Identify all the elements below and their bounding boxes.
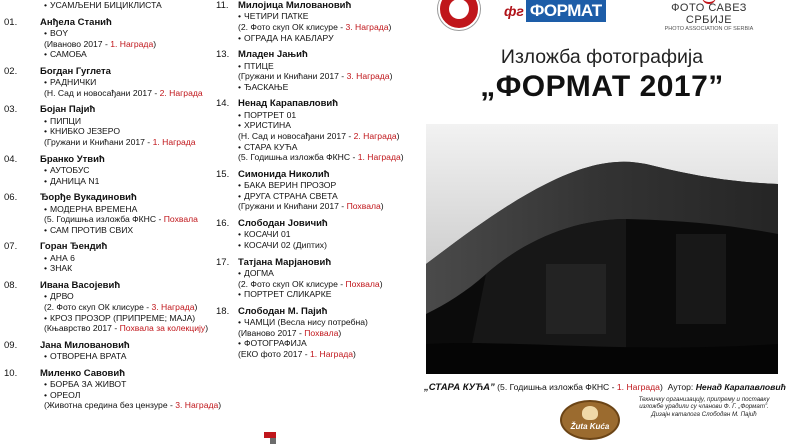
bullet-icon: •	[44, 77, 48, 88]
tree-icon	[582, 406, 598, 420]
artist-name: Горан Ђендић	[40, 241, 108, 253]
photo-title	[0, 165, 208, 176]
artist-entry	[0, 154, 208, 193]
bullet-icon: •	[44, 252, 48, 263]
award-note	[208, 152, 404, 163]
artist-header	[208, 257, 404, 268]
award-note-text: (Гружани и Книћани 2017 -	[44, 136, 153, 147]
award-note	[208, 279, 404, 290]
artist-number: 07.	[4, 241, 18, 253]
award-note-text: (5. Годишња изложба ФКНС -	[238, 152, 358, 163]
award-note-text: (Иваново 2017 -	[44, 38, 111, 49]
award-note	[208, 131, 404, 142]
credits-line-3: Дизајн каталога Слободан М. Пајић	[651, 410, 757, 418]
artist-entry	[0, 0, 208, 17]
association-title: ФОТО САВЕЗ СРБИЈЕ	[671, 2, 747, 26]
catalog-mark-icon	[264, 432, 276, 444]
artist-entry	[208, 257, 404, 306]
artist-number: 10.	[4, 367, 18, 379]
artist-number: 15.	[216, 168, 230, 180]
award-label: 1. Награда	[152, 136, 196, 147]
photo-title-text: ОТВОРЕНА ВРАТА	[50, 351, 127, 362]
award-note-tail: )	[388, 22, 392, 32]
bullet-icon: •	[44, 312, 48, 323]
photo-title-text: СТАРА КУЋА	[244, 141, 298, 152]
award-label: Похвала	[345, 278, 380, 289]
award-label: 3. Награда	[346, 71, 390, 82]
photo-title	[208, 289, 404, 300]
bullet-icon: •	[44, 203, 48, 214]
format-logo-prefix: фг	[504, 3, 524, 19]
artist-entry	[0, 280, 208, 340]
award-label: Похвала	[163, 214, 198, 225]
artist-header	[208, 306, 404, 317]
award-note-text: (Иваново 2017 -	[238, 327, 305, 338]
award-label: Похвала	[304, 327, 339, 338]
award-note-text: (Гружани и Книћани 2017 -	[238, 201, 347, 212]
artist-number: 04.	[4, 153, 18, 165]
photo-title-text: РАДНИЧКИ	[50, 77, 97, 88]
bullet-icon: •	[44, 28, 48, 38]
exhibition-subtitle: Изложба фотографија	[500, 46, 704, 68]
artist-entry	[0, 192, 208, 241]
photo-title	[208, 33, 404, 44]
photo-association-logo	[654, 2, 764, 32]
photo-title	[208, 11, 404, 22]
award-label: 3. Награда	[151, 301, 195, 312]
photo-title-text: ПИПЦИ	[50, 115, 82, 126]
photo-title-text: ХРИСТИНА	[244, 120, 291, 131]
bullet-icon: •	[44, 175, 48, 186]
photo-title-text: БАКА ВЕРИН ПРОЗОР	[244, 180, 337, 191]
photograph-image	[426, 124, 778, 374]
award-note-text: (2. Фото скуп ОК клисуре -	[238, 22, 346, 32]
artist-entry	[0, 66, 208, 105]
photo-title-text: BOY	[50, 28, 69, 38]
artist-name: Ивана Васојевић	[40, 279, 121, 291]
artist-entry	[0, 367, 222, 417]
format-logo	[504, 0, 606, 22]
photo-title	[208, 229, 404, 240]
artist-name: Богдан Гуглета	[40, 65, 111, 77]
bullet-icon: •	[238, 11, 242, 22]
artist-header	[0, 17, 208, 28]
photo-title-text: ПОРТРЕТ СЛИКАРКЕ	[244, 289, 332, 300]
photo-title	[208, 180, 404, 191]
artist-name: Миленко Савовић	[40, 367, 126, 379]
artist-name: Бојан Пајић	[40, 104, 96, 116]
award-note-text: (Књаврство 2017 -	[44, 323, 120, 334]
award-note	[0, 323, 208, 334]
artist-header	[0, 340, 208, 351]
photo-title	[0, 351, 208, 362]
bullet-icon: •	[238, 180, 242, 191]
photo-title-text: АНА 6	[50, 252, 75, 263]
photo-title	[208, 120, 404, 131]
artist-entry	[208, 98, 404, 168]
photo-title	[0, 116, 208, 127]
club-emblem-logo	[438, 0, 480, 30]
artist-header	[0, 368, 208, 379]
sponsor-name: Žuta Kuća	[570, 422, 610, 431]
photo-title	[208, 240, 404, 251]
photo-title	[208, 110, 404, 121]
artist-header	[208, 98, 404, 109]
photo-title-text: КНИБКО ЈЕЗЕРО	[50, 126, 121, 137]
artist-name: Ненад Карапавловић	[238, 98, 339, 110]
photo-title	[208, 142, 404, 153]
photo-title	[0, 313, 208, 324]
bullet-icon: •	[238, 267, 242, 278]
poster-panel	[404, 0, 800, 445]
artist-header	[208, 218, 404, 229]
artist-entry	[208, 218, 404, 257]
artist-number: 17.	[216, 256, 230, 268]
artist-header	[0, 192, 208, 203]
award-note	[0, 400, 222, 411]
artist-header	[0, 66, 208, 77]
award-note	[208, 71, 404, 82]
artist-entry	[0, 241, 208, 280]
photo-title	[208, 338, 404, 349]
photo-title	[208, 82, 404, 93]
bullet-icon: •	[44, 49, 48, 60]
photo-title-text: ПТИЦЕ	[244, 60, 274, 71]
award-note-tail: )	[338, 327, 342, 338]
photo-title-text: ОГРАДА НА КАБЛАРУ	[244, 32, 334, 43]
award-note	[208, 349, 404, 360]
award-note-tail: )	[396, 130, 400, 141]
credits-text	[616, 396, 792, 418]
artist-number: 16.	[216, 217, 230, 229]
artist-entry	[208, 0, 404, 49]
format-logo-text: ФОРМАТ	[526, 0, 606, 22]
award-label: 1. Награда	[110, 38, 154, 49]
artist-number: 02.	[4, 65, 18, 77]
photo-title	[208, 61, 404, 72]
photo-title-text: КРОЗ ПРОЗОР (ПРИПРЕМЕ; МАЈА)	[50, 312, 196, 323]
caption-tail: )	[659, 382, 663, 392]
artist-name: Слободан М. Пајић	[238, 305, 328, 317]
photo-title	[0, 253, 208, 264]
award-note	[0, 88, 208, 99]
artist-number: 09.	[4, 339, 18, 351]
bullet-icon: •	[44, 351, 48, 362]
sponsor-logo	[560, 400, 620, 440]
artist-number: 11.	[216, 0, 229, 11]
bullet-icon: •	[238, 289, 242, 300]
logo-strip	[404, 0, 800, 32]
bullet-icon: •	[44, 126, 48, 137]
photo-title	[0, 204, 208, 215]
artist-entry	[0, 340, 208, 368]
photo-title	[0, 49, 208, 60]
bullet-icon: •	[44, 164, 48, 175]
photo-title-text: ЧЕТИРИ ПАТКЕ	[244, 11, 309, 22]
artist-name: Младен Јањић	[238, 49, 308, 61]
artist-number: 14.	[216, 98, 230, 110]
photo-title	[0, 225, 208, 236]
photo-title-text: БОРБА ЗА ЖИВОТ	[50, 379, 127, 390]
photo-title-text: ФОТОГРАФИЈА	[244, 338, 307, 349]
award-label: 1. Награда	[310, 348, 354, 359]
award-note-text: (Н. Сад и новосађани 2017 -	[238, 130, 354, 141]
caption-author: Ненад Карапавловић	[695, 382, 786, 392]
bullet-icon: •	[44, 224, 48, 235]
bullet-icon: •	[238, 141, 242, 152]
award-note	[208, 22, 404, 33]
award-note-tail: )	[380, 201, 384, 212]
bullet-icon: •	[238, 317, 242, 328]
caption-author-label: Аутор:	[667, 382, 696, 392]
award-note-tail: )	[389, 71, 393, 82]
bullet-icon: •	[238, 338, 242, 349]
artist-name: Ђорђе Вукадиновић	[40, 192, 137, 204]
award-note	[0, 214, 208, 225]
award-label: Похвала	[346, 201, 381, 212]
exhibition-title: „ФОРМАТ 2017”	[480, 70, 724, 103]
bullet-icon: •	[238, 32, 242, 43]
photo-title	[0, 291, 208, 302]
photo-title-text: ДАНИЦА N1	[50, 175, 100, 186]
artist-number: 01.	[4, 16, 18, 28]
photo-title-text: УСАМЉЕНИ БИЦИКЛИСТА	[50, 0, 162, 10]
photo-title	[208, 268, 404, 279]
artist-number: 03.	[4, 104, 18, 116]
award-note-tail: )	[400, 152, 404, 163]
photo-title-text: ОРЕОЛ	[50, 389, 81, 400]
award-note-tail: )	[218, 400, 222, 411]
credits-line-2: изложбе урадили су чланови Ф. Г. „Формат”.	[639, 403, 769, 411]
photo-title	[0, 263, 208, 274]
artist-number: 08.	[4, 279, 18, 291]
bullet-icon: •	[44, 0, 48, 10]
award-note-text: (ЕКО фото 2017 -	[238, 348, 310, 359]
bullet-icon: •	[44, 263, 48, 274]
award-note	[0, 302, 208, 313]
bullet-icon: •	[238, 229, 242, 240]
award-note	[208, 328, 404, 339]
award-note-tail: )	[194, 301, 198, 312]
award-note-tail: )	[153, 38, 157, 49]
award-note	[0, 39, 208, 50]
photo-title	[208, 191, 404, 202]
artist-name: Бранко Утвић	[40, 153, 105, 165]
award-note-text: (5. Годишња изложба ФКНС -	[44, 214, 164, 225]
award-note-text: (Животна средина без цензуре -	[44, 400, 176, 411]
award-label: 2. Награда	[353, 130, 397, 141]
artist-number: 18.	[216, 305, 230, 317]
artist-header	[208, 169, 404, 180]
artist-header	[208, 49, 404, 60]
award-note	[0, 137, 208, 148]
artist-header	[0, 104, 208, 115]
award-note-text: (Гружани и Книћани 2017 -	[238, 71, 347, 82]
photo-title-text: САМОБА	[50, 49, 87, 60]
photo-title-text: АУТОБУС	[50, 164, 90, 175]
award-note-text: (2. Фото скуп ОК клисуре -	[44, 301, 152, 312]
photo-title-text: КОСАЧИ 02 (Диптих)	[244, 239, 327, 250]
artist-name: Симонида Николић	[238, 168, 330, 180]
artist-entry	[208, 169, 404, 218]
award-note-text: (Н. Сад и новосађани 2017 -	[44, 87, 160, 98]
artist-entry	[208, 49, 404, 98]
bullet-icon: •	[238, 109, 242, 120]
award-label: 3. Награда	[175, 400, 219, 411]
photo-title	[208, 317, 404, 328]
artist-name: Милојица Миловановић	[238, 0, 352, 11]
photo-title-text: ЧАМЦИ (Весла нису потребна)	[244, 317, 368, 328]
award-note-text: (2. Фото скуп ОК клисуре -	[238, 278, 346, 289]
award-note-tail: )	[353, 348, 356, 359]
bullet-icon: •	[44, 115, 48, 126]
featured-photograph	[426, 124, 778, 374]
award-label: Похвала за колекцију	[119, 323, 206, 334]
artist-name: Јана Миловановић	[40, 339, 130, 351]
artist-number: 06.	[4, 192, 18, 204]
artist-header	[0, 280, 208, 291]
caption-award: 1. Награда	[616, 382, 660, 392]
photo-title-text: САМ ПРОТИВ СВИХ	[50, 224, 134, 235]
award-label: 3. Награда	[345, 22, 389, 32]
artist-entry	[0, 17, 208, 66]
bullet-icon: •	[238, 81, 242, 92]
bullet-icon: •	[44, 389, 48, 400]
award-label: 2. Награда	[159, 87, 203, 98]
bullet-icon: •	[238, 190, 242, 201]
photo-title	[0, 28, 208, 39]
artist-entry	[208, 306, 404, 366]
photo-title-text: ЗНАК	[50, 263, 73, 274]
photo-title-text: ДОГМА	[244, 267, 274, 278]
photo-title	[0, 176, 208, 187]
artist-name: Слободан Јовичић	[238, 217, 328, 229]
award-note-tail: )	[205, 323, 209, 334]
caption-title: „СТАРА КУЋА”	[424, 382, 495, 393]
photo-title-text: КОСАЧИ 01	[244, 229, 291, 240]
association-subtitle: PHOTO ASSOCIATION OF SERBIA	[664, 26, 754, 32]
artist-list-right	[208, 0, 404, 366]
artist-name: Анђела Станић	[40, 16, 112, 28]
artist-name: Татјана Марјановић	[238, 256, 332, 268]
credits-line-1: Техничку организацију, припрему и поставку	[638, 396, 770, 403]
photo-title	[0, 126, 208, 137]
photo-title	[0, 390, 208, 401]
artist-header	[208, 0, 404, 11]
artist-number: 13.	[216, 49, 230, 61]
photo-title-text: ДРУГА СТРАНА СВЕТА	[244, 190, 338, 201]
photo-title	[0, 0, 208, 11]
bullet-icon: •	[238, 60, 242, 71]
artist-entry	[0, 104, 208, 153]
caption-note: (5. Годишња изложба ФКНС -	[494, 382, 617, 392]
bullet-icon: •	[238, 120, 242, 131]
award-label: 1. Награда	[357, 152, 401, 163]
photo-title-text: ЂАСКАЊЕ	[244, 81, 289, 92]
artist-list-left	[0, 0, 222, 417]
artist-header	[0, 154, 208, 165]
artist-header	[0, 241, 208, 252]
photo-title	[0, 77, 208, 88]
photo-title-text: ПОРТРЕТ 01	[244, 109, 297, 120]
award-note	[208, 201, 404, 212]
bullet-icon: •	[44, 379, 48, 390]
photo-title-text: МОДЕРНА ВРЕМЕНА	[50, 203, 138, 214]
photo-caption	[424, 382, 794, 393]
award-note-tail: )	[379, 278, 383, 289]
bullet-icon: •	[238, 239, 242, 250]
bullet-icon: •	[44, 291, 48, 302]
photo-title-text: ДРВО	[50, 291, 74, 302]
photo-title	[0, 379, 208, 390]
